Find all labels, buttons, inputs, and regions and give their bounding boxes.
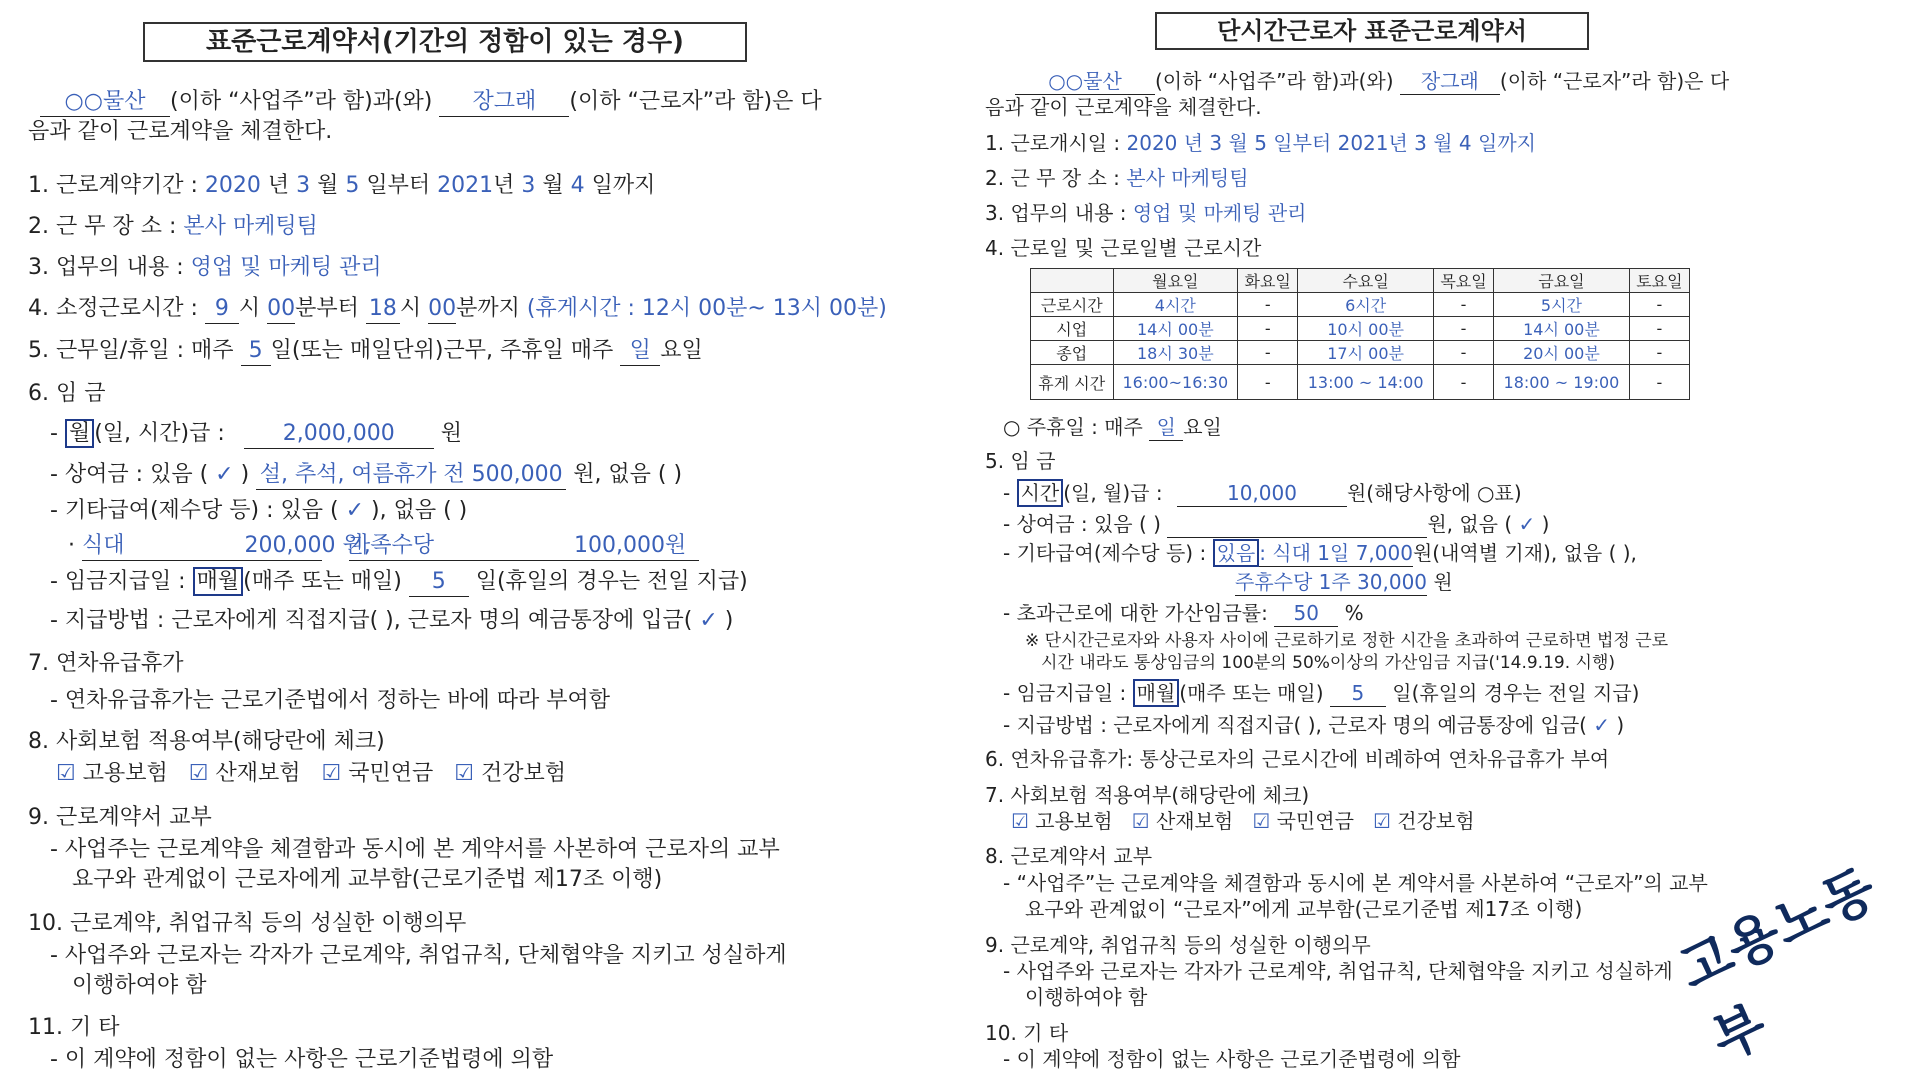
right-overtime-rate: - 초과근로에 대한 가산임금률: 50 % (1003, 601, 1364, 625)
left-intro-line-1: ○○물산 (이하 “사업주”라 함)과(와) 장그래 (이하 “근로자”라 함)은 다 (40, 88, 822, 117)
right-wage-type: 시간 (1017, 479, 1064, 507)
left-payday-line: - 임금지급일 : 매월 (매주 또는 매일) 5 일(휴일의 경우는 전일 지급) (50, 568, 748, 597)
left-title: 표준근로계약서(기간의 정함이 있는 경우) (143, 22, 747, 62)
part-time-standard-contract (985, 0, 1755, 1080)
right-workdays-heading: 4. 근로일 및 근로일별 근로시간 (985, 236, 1262, 260)
ministry-logo-stamp: 고용노동부 (1669, 856, 1886, 1072)
left-insurance-heading: 8. 사회보험 적용여부(해당란에 체크) (28, 729, 385, 754)
left-wage-line: - 월 (일, 시간)급 : 2,000,000 원 (50, 420, 462, 449)
work-hours-table (1030, 268, 1690, 400)
left-employer: ○○물산 (40, 88, 170, 117)
right-payday-line: - 임금지급일 : 매월 (매주 또는 매일) 5 일(휴일의 경우는 전일 지급) (1003, 681, 1640, 705)
left-payment-method: - 지급방법 : 근로자에게 직접지급( ), 근로자 명의 예금통장에 입금( ✓ ) (50, 608, 734, 633)
right-workplace: 2. 근 무 장 소 : 본사 마케팅팀 (985, 166, 1249, 190)
right-other-text: - 이 계약에 정함이 없는 사항은 근로기준법령에 의함 (1003, 1047, 1461, 1071)
table-row: 근로시간 4시간 - 6시간 - 5시간 - (1031, 293, 1690, 317)
left-wage-type: 월 (65, 419, 94, 448)
right-other-heading: 10. 기 타 (985, 1021, 1069, 1045)
left-payday-type: 매월 (193, 567, 244, 596)
right-note-line-1: ※ 단시간근로자와 사용자 사이에 근로하기로 정한 시간을 초과하여 근로하면 법정 근로 (1025, 631, 1669, 651)
left-obligation-heading: 10. 근로계약, 취업규칙 등의 성실한 이행의무 (28, 911, 467, 936)
right-contract-delivery-heading: 8. 근로계약서 교부 (985, 844, 1153, 868)
right-wage-line: - 시간 (일, 월)급 : 10,000 원(해당사항에 ○표) (1003, 481, 1522, 505)
left-wage-heading: 6. 임 금 (28, 381, 106, 406)
right-obligation-text-1: - 사업주와 근로자는 각자가 근로계약, 취업규칙, 단체협약을 지키고 성실하게 (1003, 959, 1673, 983)
right-employer: ○○물산 (1015, 68, 1155, 95)
table-header-row: 월요일 화요일 수요일 목요일 금요일 토요일 (1031, 269, 1690, 293)
right-annual-leave: 6. 연차유급휴가: 통상근로자의 근로시간에 비례하여 연차유급휴가 부여 (985, 747, 1610, 771)
left-job-description: 3. 업무의 내용 : 영업 및 마케팅 관리 (28, 255, 382, 280)
check-icon: ☑ (454, 761, 474, 786)
right-contract-delivery-text-1: - “사업주”는 근로계약을 체결함과 동시에 본 계약서를 사본하여 “근로자”의 교부 (1003, 871, 1708, 895)
table-row: 휴게 시간 16:00~16:30 - 13:00 ~ 14:00 - 18:00 ~ 19:00 - (1031, 365, 1690, 400)
standard-contract-fixed-term (28, 0, 887, 1080)
check-icon: ☑ (1372, 809, 1391, 833)
right-intro-line-1: ○○물산 (이하 “사업주”라 함)과(와) 장그래 (이하 “근로자”라 함)은 다 (1015, 68, 1729, 95)
right-other-pay-line: - 기타급여(제수당 등) : 있음 : 식대 1일 7,000원(내역별 기재), 없음 ( ), (1003, 541, 1637, 565)
left-contract-delivery-text-1: - 사업주는 근로계약을 체결함과 동시에 본 계약서를 사본하여 근로자의 교부 (50, 837, 780, 862)
left-employee: 장그래 (439, 88, 569, 117)
left-working-hours: 4. 소정근로시간 : 9 시 00분부터 18 시 00분까지 (휴게시간 : 12시 00분~ 13시 00분) (28, 295, 887, 324)
check-icon: ☑ (188, 761, 209, 786)
left-insurance-checks: ☑ 고용보험 ☑ 산재보험 ☑ 국민연금 ☑ 건강보험 (56, 761, 566, 786)
left-other-text: - 이 계약에 정함이 없는 사항은 근로기준법령에 의함 (50, 1047, 554, 1072)
right-obligation-text-2: 이행하여야 함 (1025, 985, 1148, 1009)
left-contract-delivery-text-2: 요구와 관계없이 근로자에게 교부함(근로기준법 제17조 이행) (72, 867, 663, 892)
right-bonus-line: - 상여금 : 있음 ( ) 원, 없음 ( ✓ ) (1003, 512, 1550, 536)
table-row: 시업 14시 00분 - 10시 00분 - 14시 00분 - (1031, 317, 1690, 341)
left-allowances-line: · 식대 200,000 원, 가족수당 100,000원 (68, 532, 699, 561)
right-payment-method: - 지급방법 : 근로자에게 직접지급( ), 근로자 명의 예금통장에 입금( ✓ ) (1003, 713, 1625, 737)
left-contract-period: 1. 근로계약기간 : 2020 년 3 월 5 일부터 2021년 3 월 4 일까지 (28, 173, 656, 198)
right-payday-type: 매월 (1133, 679, 1180, 707)
right-weekly-holiday: ○ 주휴일 : 매주 일 요일 (1003, 415, 1222, 439)
left-contract-delivery-heading: 9. 근로계약서 교부 (28, 805, 212, 830)
right-weekly-allowance: 주휴수당 1주 30,000 원 (1235, 570, 1453, 594)
right-wage-heading: 5. 임 금 (985, 449, 1056, 473)
right-wage-amount: 10,000 (1177, 480, 1347, 507)
left-obligation-text-2: 이행하여야 함 (72, 973, 207, 998)
right-employee: 장그래 (1400, 68, 1500, 95)
left-other-pay-line: - 기타급여(제수당 등) : 있음 ( ✓ ), 없음 ( ) (50, 498, 468, 523)
left-workdays: 5. 근무일/휴일 : 매주 5 일(또는 매일단위)근무, 주휴일 매주 일 요일 (28, 337, 703, 366)
check-icon: ☑ (1252, 809, 1271, 833)
left-annual-leave-text: - 연차유급휴가는 근로기준법에서 정하는 바에 따라 부여함 (50, 688, 610, 713)
right-start-date: 1. 근로개시일 : 2020 년 3 월 5 일부터 2021년 3 월 4 일까지 (985, 131, 1536, 155)
check-icon: ☑ (56, 761, 76, 786)
right-insurance-checks: ☑ 고용보험 ☑ 산재보험 ☑ 국민연금 ☑ 건강보험 (1011, 809, 1475, 833)
right-contract-delivery-text-2: 요구와 관계없이 “근로자”에게 교부함(근로기준법 제17조 이행) (1025, 897, 1583, 921)
right-insurance-heading: 7. 사회보험 적용여부(해당란에 체크) (985, 783, 1310, 807)
right-intro-line-2: 음과 같이 근로계약을 체결한다. (985, 95, 1262, 119)
left-annual-leave-heading: 7. 연차유급휴가 (28, 651, 184, 676)
left-intro-line-2: 음과 같이 근로계약을 체결한다. (28, 119, 333, 144)
right-job-description: 3. 업무의 내용 : 영업 및 마케팅 관리 (985, 201, 1307, 225)
right-note-line-2: 시간 내라도 통상임금의 100분의 50%이상의 가산임금 지급('14.9.19. 시행) (1041, 653, 1615, 673)
table-row: 종업 18시 30분 - 17시 00분 - 20시 00분 - (1031, 341, 1690, 365)
check-icon: ☑ (1011, 809, 1029, 833)
left-other-heading: 11. 기 타 (28, 1015, 120, 1040)
right-title: 단시간근로자 표준근로계약서 (1155, 12, 1589, 50)
left-obligation-text-1: - 사업주와 근로자는 각자가 근로계약, 취업규칙, 단체협약을 지키고 성실하게 (50, 943, 787, 968)
left-wage-amount: 2,000,000 (244, 420, 434, 449)
check-icon: ☑ (1131, 809, 1150, 833)
left-workplace: 2. 근 무 장 소 : 본사 마케팅팀 (28, 214, 318, 239)
check-icon: ☑ (321, 761, 342, 786)
right-obligation-heading: 9. 근로계약, 취업규칙 등의 성실한 이행의무 (985, 933, 1371, 957)
left-bonus-line: - 상여금 : 있음 ( ✓ ) 설, 추석, 여름휴가 전 500,000 원, 없음 ( ) (50, 461, 682, 490)
